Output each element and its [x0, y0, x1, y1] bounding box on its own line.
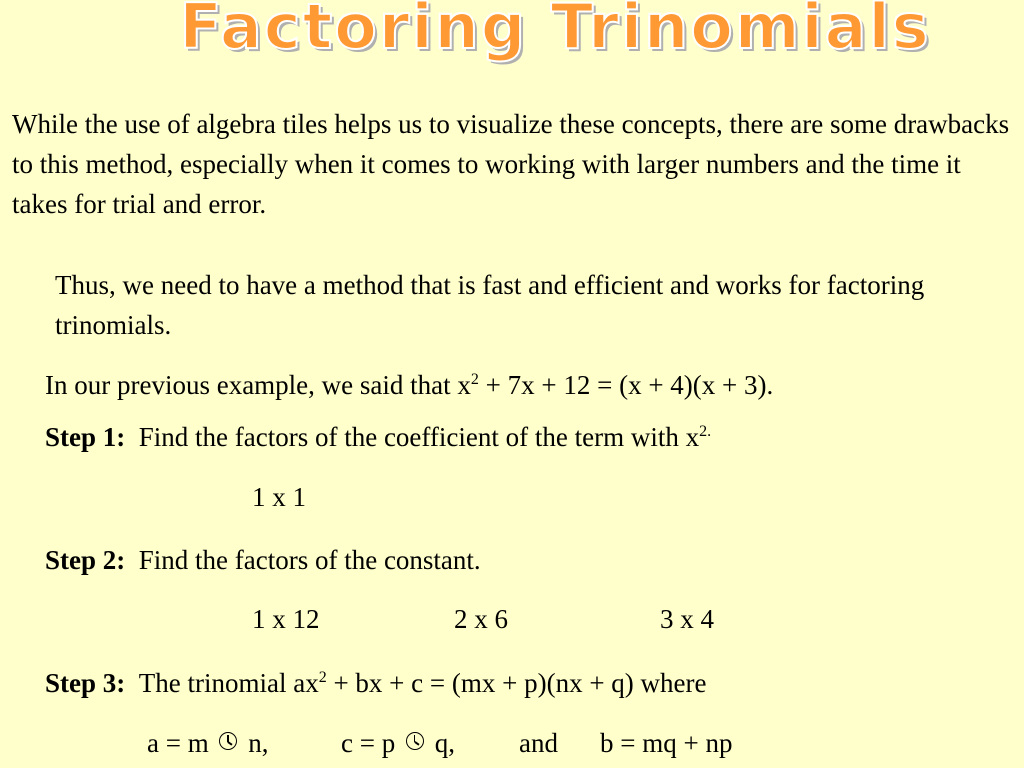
step3-label: Step 3: [45, 668, 126, 698]
clock-glyph-icon [406, 732, 424, 750]
step3-text-suffix: + bx + c = (mx + p)(nx + q) where [326, 668, 707, 698]
thus-paragraph: Thus, we need to have a method that is fast and efficient and works for factoring trinomials. [55, 270, 925, 340]
example-suffix: + 7x + 12 = (x + 4)(x + 3). [478, 370, 774, 400]
rule-c-left: c = p [341, 728, 396, 758]
step1-label: Step 1: [45, 422, 126, 452]
step3-text-prefix: The trinomial ax [138, 668, 319, 698]
intro-paragraph: While the use of algebra tiles helps us to visualize these concepts, there are some drawbacks to this method, especially when it comes to working with larger numbers and the time it takes for trial and error. [12, 109, 1010, 219]
step1-exponent: 2. [699, 423, 712, 440]
step2-text: Find the factors of the constant. [138, 545, 481, 575]
example-line [45, 368, 773, 402]
rule-c-right: q, [434, 728, 455, 758]
slide-title: Factoring Trinomials [179, 0, 931, 63]
step2-factor-1: 1 x 12 [252, 604, 320, 634]
rule-a-left: a = m [147, 728, 209, 758]
rule-c [341, 728, 455, 759]
example-prefix: In our previous example, we said that x [45, 370, 471, 400]
step2-label: Step 2: [45, 545, 126, 575]
and-word: and [519, 728, 558, 758]
clock-glyph-icon [219, 732, 237, 750]
step2-factor-2: 2 x 6 [454, 604, 508, 634]
step1-factor: 1 x 1 [252, 482, 306, 512]
step1-text: Find the factors of the coefficient of the term with x [138, 422, 700, 452]
step2-factor-3: 3 x 4 [660, 604, 714, 634]
example-exponent: 2 [470, 371, 479, 388]
rule-a [147, 728, 268, 759]
rule-a-right: n, [248, 728, 269, 758]
step2-line [45, 543, 481, 577]
step3-line [45, 666, 707, 700]
rule-b: b = mq + np [600, 728, 733, 758]
step1-line [45, 420, 711, 454]
step3-exponent: 2 [318, 669, 327, 686]
